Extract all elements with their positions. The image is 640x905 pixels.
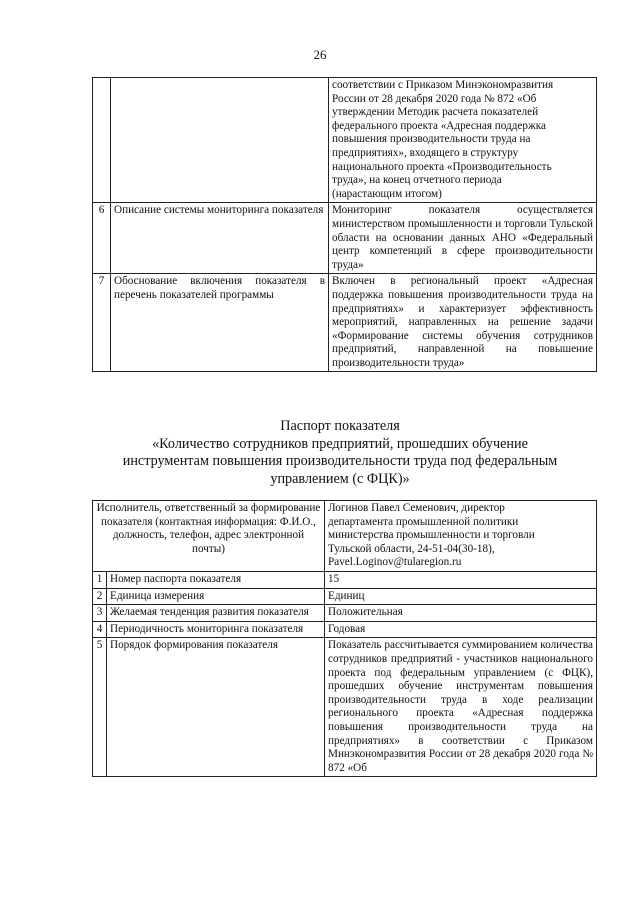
- text-line: Pavel.Loginov@tularegion.ru: [328, 556, 462, 569]
- table-row: [93, 571, 597, 588]
- executor-label: Исполнитель, ответственный за формирование показателя (контактная информация: Ф.И.О., должность, телефон, адрес электронной почты): [93, 501, 325, 572]
- title-line: Паспорт показателя: [280, 418, 400, 434]
- row-label: Единица измерения: [107, 588, 325, 605]
- text-line: федерального проекта «Адресная поддержка: [332, 119, 546, 132]
- row-value: Положительная: [325, 605, 597, 622]
- text-line: Тульской области, 24-51-04(30-18),: [328, 542, 495, 555]
- number-cell: [93, 78, 111, 203]
- table-row: [93, 588, 597, 605]
- label-cell: [111, 78, 329, 203]
- value-cell: [329, 78, 597, 203]
- table-row: [93, 638, 597, 777]
- title-line: управлением (с ФЦК)»: [270, 470, 410, 487]
- text-line: департамента промышленной политики: [328, 515, 519, 528]
- row-value: Мониторинг показателя осуществляется министерством промышленности и торговли Тульской области на основании данных АНО «Федеральный центр компетенций в сфере производительности труда»: [329, 203, 597, 274]
- row-number: 5: [93, 638, 107, 777]
- row-value: 15: [325, 571, 597, 588]
- text-line: министерства промышленности и торговли: [328, 529, 535, 542]
- text-line: России от 28 декабря 2020 года № 872 «Об: [332, 92, 537, 105]
- row-value: Показатель рассчитывается суммированием количества сотрудников предприятий - участников национального проекта под федеральным управлением (с ФЦК), прошедших обучение инструментам повышения производительности труда в ходе реализации регионального проекта «Адресная поддержка повышения производительности труда на предприятиях» в соответствии с Приказом Минэкономразвития России от 28 декабря 2020 года № 872 «Об: [325, 638, 597, 777]
- table-row: [93, 274, 597, 372]
- row-label: Обоснование включения показателя в перечень показателей программы: [111, 274, 329, 372]
- row-label: Периодичность мониторинга показателя: [107, 621, 325, 638]
- text-line: повышения производительности труда на: [332, 133, 531, 146]
- executor-value: [325, 501, 597, 572]
- table-row: [93, 621, 597, 638]
- text-line: соответствии с Приказом Минэкономразвития: [332, 79, 554, 91]
- row-number: 1: [93, 571, 107, 588]
- passport-title: [80, 418, 600, 488]
- header-row: [93, 501, 597, 572]
- row-number: 6: [93, 203, 111, 274]
- passport-table: [92, 500, 597, 777]
- text-line: (нарастающим итогом): [332, 187, 442, 200]
- title-line: «Количество сотрудников предприятий, прошедших обучение: [152, 435, 528, 452]
- row-value: Годовая: [325, 621, 597, 638]
- row-label: Порядок формирования показателя: [107, 638, 325, 777]
- table-row: [93, 605, 597, 622]
- row-number: 7: [93, 274, 111, 372]
- page-number: 26: [313, 47, 327, 62]
- table-row: [93, 78, 597, 203]
- title-line: инструментам повышения производительности труда под федеральным: [122, 453, 558, 470]
- indicator-table-continued: [92, 77, 597, 372]
- text-line: предприятиях», входящего в структуру: [332, 146, 519, 159]
- text-line: Логинов Павел Семенович, директор: [328, 502, 505, 514]
- row-label: Желаемая тенденция развития показателя: [107, 605, 325, 622]
- row-value: Включен в региональный проект «Адресная поддержка повышения производительности труда на предприятиях» и характеризует эффективность мероприятий, направленных на решение задачи «Формирование системы обучения сотрудников предприятий, направленной на повышение производительности труда»: [329, 274, 597, 372]
- text-line: труда», на конец отчетного периода: [332, 174, 502, 187]
- text-line: утверждении Методик расчета показателей: [332, 106, 539, 119]
- text-line: национального проекта «Производительность: [332, 160, 552, 173]
- row-number: 4: [93, 621, 107, 638]
- row-number: 2: [93, 588, 107, 605]
- row-label: Номер паспорта показателя: [107, 571, 325, 588]
- row-number: 3: [93, 605, 107, 622]
- row-label: Описание системы мониторинга показателя: [111, 203, 329, 274]
- table-row: [93, 203, 597, 274]
- row-value: Единиц: [325, 588, 597, 605]
